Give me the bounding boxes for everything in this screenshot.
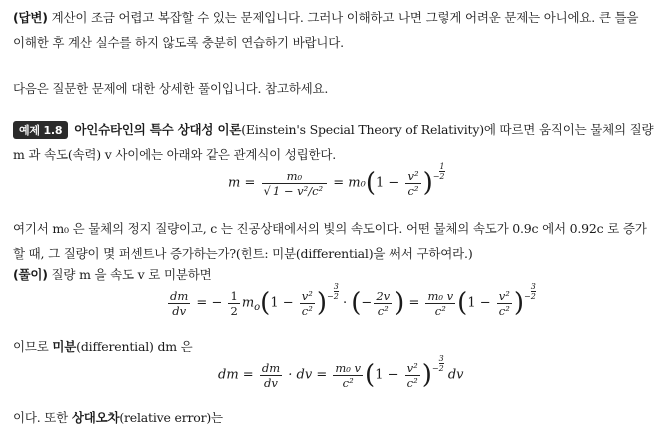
example-line-4: 할 때, 그 질량이 몇 퍼센트나 증가하는가?(힌트: 미분(differential)을 써서 구하여라.) (13, 246, 473, 261)
intro-line-2: 이해한 후 계산 실수를 하지 않도록 충분히 연습하기 바랍니다. (13, 35, 344, 50)
solution-line-2: 이므로 미분(differential) dm 은 (13, 339, 193, 354)
solution-label: (풀이) (13, 267, 48, 282)
intro-line-1: (답변) 계산이 조금 어렵고 복잡할 수 있는 문제입니다. 그러나 이해하고 나면 그렇게 어려운 문제는 아니에요. 큰 틀을 (13, 10, 639, 25)
example-title-line: 예제 1.8 아인슈타인의 특수 상대성 이론(Einstein's Special Theory of Relativity)에 따르면 움직이는 물체의 질량 (13, 120, 653, 139)
solution-line-3: 이다. 또한 상대오차(relative error)는 (13, 410, 223, 425)
equation-mass-velocity: m = $\frac{\text{m₀}}{\text{√ 1 − v²/c²}}$ = m₀(1 − $\frac{\text{v²}}{\text{c²}}$ )− $\frac{1}{2}$ (228, 162, 445, 198)
exponent-minus-half: − $\frac{1}{2}$ (432, 162, 445, 181)
equation-differential: dm = $\frac{dm}{dv}$ · dv = $\frac{\text{m₀ v}}{\text{c²}}$ (1 − $\frac{\text{v²}}{\text{c²}}$ )− $\frac{3}{2}$ dv (218, 354, 464, 390)
intro-line-3: 다음은 질문한 문제에 대한 상세한 풀이입니다. 참고하세요. (13, 81, 329, 96)
example-line-3: 여기서 m₀ 은 물체의 정지 질량이고, c 는 진공상태에서의 빛의 속도이다. 어떤 물체의 속도가 0.9c 에서 0.92c 로 증가 (13, 221, 647, 236)
example-line-2: m 과 속도(속력) v 사이에는 아래와 같은 관계식이 성립한다. (13, 147, 337, 162)
example-title-bold: 아인슈타인의 특수 상대성 이론 (74, 122, 242, 137)
answer-label: (답변) (13, 10, 48, 25)
equation-derivative: $\frac{dm}{dv}$ = − $\frac{1}{2}$ $m_o(1$ − $\frac{\text{v²}}{\text{c²}}$ )− $\frac{3}{2}$ · (− $\frac{2v}{\text{c²}}$ ) = $\frac{\text{m₀ v}}{\text{c²}}$ (1 − $\frac{\text{v²}}{\text{c²}}$ )− $\frac{3}{2}$ (170, 282, 536, 318)
fraction-m0-over-root: $\frac{\text{m₀}}{\text{√ 1 − v²/c²}}$ (262, 169, 328, 198)
solution-line-1: (풀이) 질량 m 을 속도 v 로 미분하면 (13, 267, 212, 282)
example-badge: 예제 1.8 (13, 121, 68, 139)
